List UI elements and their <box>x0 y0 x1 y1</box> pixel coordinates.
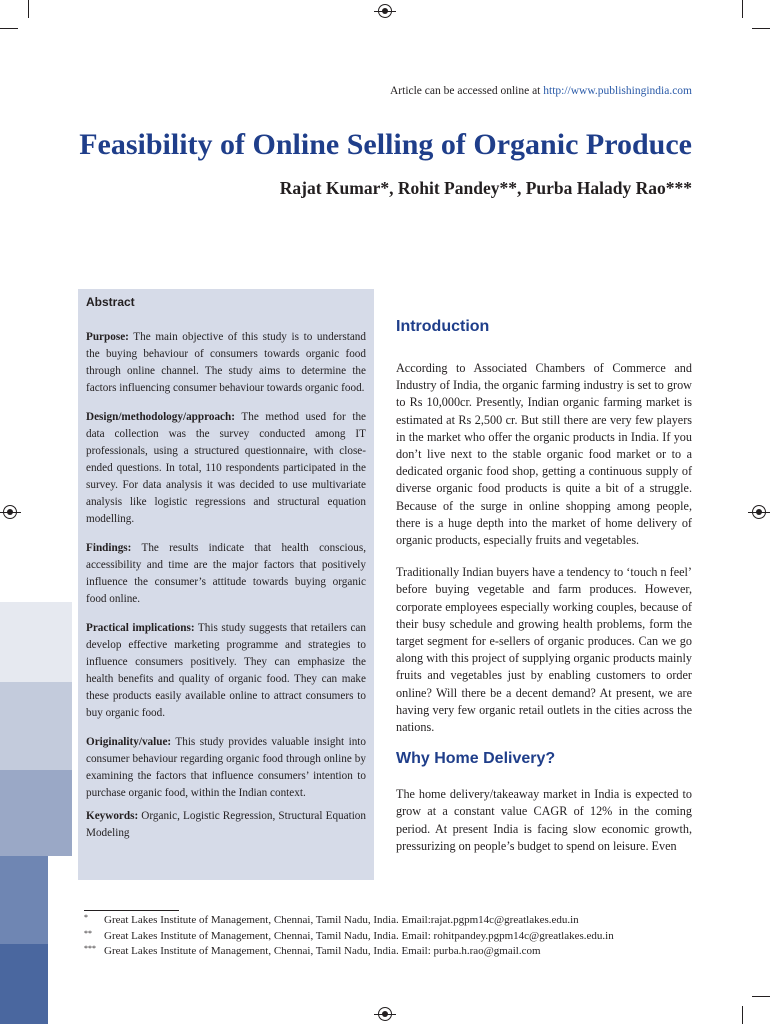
crop-mark <box>28 0 29 18</box>
abstract-label: Design/methodology/approach: <box>86 411 235 423</box>
abstract-purpose <box>86 329 366 397</box>
paragraph: The home delivery/takeaway market in India is expected to grow at a constant value CAGR of 12% in the coming period. At present India is facing slow economic growth, pressurizing on people’s budget to spend on leisure. Even <box>396 787 692 853</box>
sidebar-color-band <box>0 856 48 944</box>
registration-mark-icon <box>378 1007 392 1021</box>
registration-mark-icon <box>3 505 17 519</box>
registration-mark-icon <box>752 505 766 519</box>
section-heading-why-home-delivery: Why Home Delivery? <box>396 750 556 768</box>
paragraph: Traditionally Indian buyers have a tendency to ‘touch n feel’ before buying vegetable and farm produces. However, corporate employees especially working couples, because of their busy schedule and growing health problems, form the target segment for e-sellers of organic produces. Can we go along with this project of supplying organic products mainly fruits and vegetables just by enabling customers to order online? Will there be a decent demand? At present, we are having very few organic retail outlets in the cities across the nations. <box>396 565 692 735</box>
abstract-label: Findings: <box>86 542 132 554</box>
sidebar-color-band <box>0 602 72 682</box>
abstract-heading: Abstract <box>86 295 135 309</box>
article-title: Feasibility of Online Selling of Organic Produce <box>79 128 692 161</box>
footnote-mark: ** <box>84 928 92 938</box>
footnotes <box>84 913 724 960</box>
abstract-text: Organic, Logistic Regression, Structural Equation Modeling <box>86 810 366 839</box>
crop-mark <box>0 28 18 29</box>
crop-mark <box>752 28 770 29</box>
footnote-text: Great Lakes Institute of Management, Chennai, Tamil Nadu, India. Email:rajat.pgpm14c@greatlakes.edu.in <box>104 914 579 926</box>
section-heading-introduction: Introduction <box>396 318 490 335</box>
sidebar-color-band <box>0 770 72 856</box>
footnote-text: Great Lakes Institute of Management, Chennai, Tamil Nadu, India. Email: purba.h.rao@gmail.com <box>104 945 541 957</box>
footnote <box>84 913 724 929</box>
abstract-label: Practical implications: <box>86 622 195 634</box>
access-text: Article can be accessed online at <box>389 85 541 97</box>
abstract-box <box>78 289 374 880</box>
crop-mark <box>742 1006 743 1024</box>
footnote <box>84 929 724 945</box>
crop-mark <box>752 996 770 997</box>
registration-mark-icon <box>378 4 392 18</box>
sidebar-color-band <box>0 682 72 770</box>
sidebar-color-band <box>0 944 48 1024</box>
crop-mark <box>742 0 743 18</box>
access-url-link[interactable]: http://www.publishingindia.com <box>543 85 692 97</box>
abstract-implications <box>86 620 366 722</box>
paragraph: According to Associated Chambers of Commerce and Industry of India, the organic farming industry is set to grow to Rs 10,000cr. Presently, Indian organic farming market is estimated at Rs 2,500 cr. But still there are very few players in the market who offer the organic products in India. If you don’t live next to the stable organic food market or to a dedicated organic food shop, getting a continuous supply of diverse organic food products is quite a bit of a struggle. Because of the surge in online shopping among people, there is a huge depth into the market of home delivery of organic products, especially fruits and vegetables. <box>396 361 692 548</box>
abstract-text: This study suggests that retailers can develop effective marketing programme and strategies to influence consumers positively. They can emphasize the health benefits and quality of organic food. They can make these products easily available online to attract consumers to buy organic food. <box>86 622 366 719</box>
abstract-text: The results indicate that health conscious, accessibility and time are the major factors that positively influence the consumer’s attitude towards buying organic food online. <box>86 542 366 605</box>
footnote-divider <box>84 910 179 911</box>
abstract-design <box>86 409 366 528</box>
footnote-mark: * <box>84 913 88 922</box>
abstract-originality <box>86 734 366 802</box>
abstract-text: The method used for the data collection was the survey conducted among IT professionals, using a structured questionnaire, with close-ended questions. In total, 110 respondents participated in the survey. For data analysis it was decided to use multivariate analysis like logistic regressions and structural equation modelling. <box>86 411 366 525</box>
body-column <box>396 318 692 855</box>
abstract-label: Originality/value: <box>86 736 172 748</box>
article-authors: Rajat Kumar*, Rohit Pandey**, Purba Halady Rao*** <box>279 178 692 198</box>
footnote <box>84 944 724 960</box>
abstract-label: Purpose: <box>86 331 129 343</box>
footnote-text: Great Lakes Institute of Management, Chennai, Tamil Nadu, India. Email: rohitpandey.pgpm14c@greatlakes.edu.in <box>104 929 614 942</box>
abstract-label: Keywords: <box>86 810 139 822</box>
abstract-findings <box>86 540 366 608</box>
abstract-text: This study provides valuable insight into consumer behaviour regarding organic food through online by examining the factors that influence consumers’ intention to purchase organic food, within the Indian context. <box>86 736 366 799</box>
footnote-mark: *** <box>84 944 96 953</box>
access-line <box>390 85 692 97</box>
abstract-text: The main objective of this study is to understand the buying behaviour of consumers towards organic food through online channel. The study aims to determine the factors influencing consumer behaviour towards organic food. <box>86 331 366 394</box>
abstract-keywords <box>86 808 366 842</box>
